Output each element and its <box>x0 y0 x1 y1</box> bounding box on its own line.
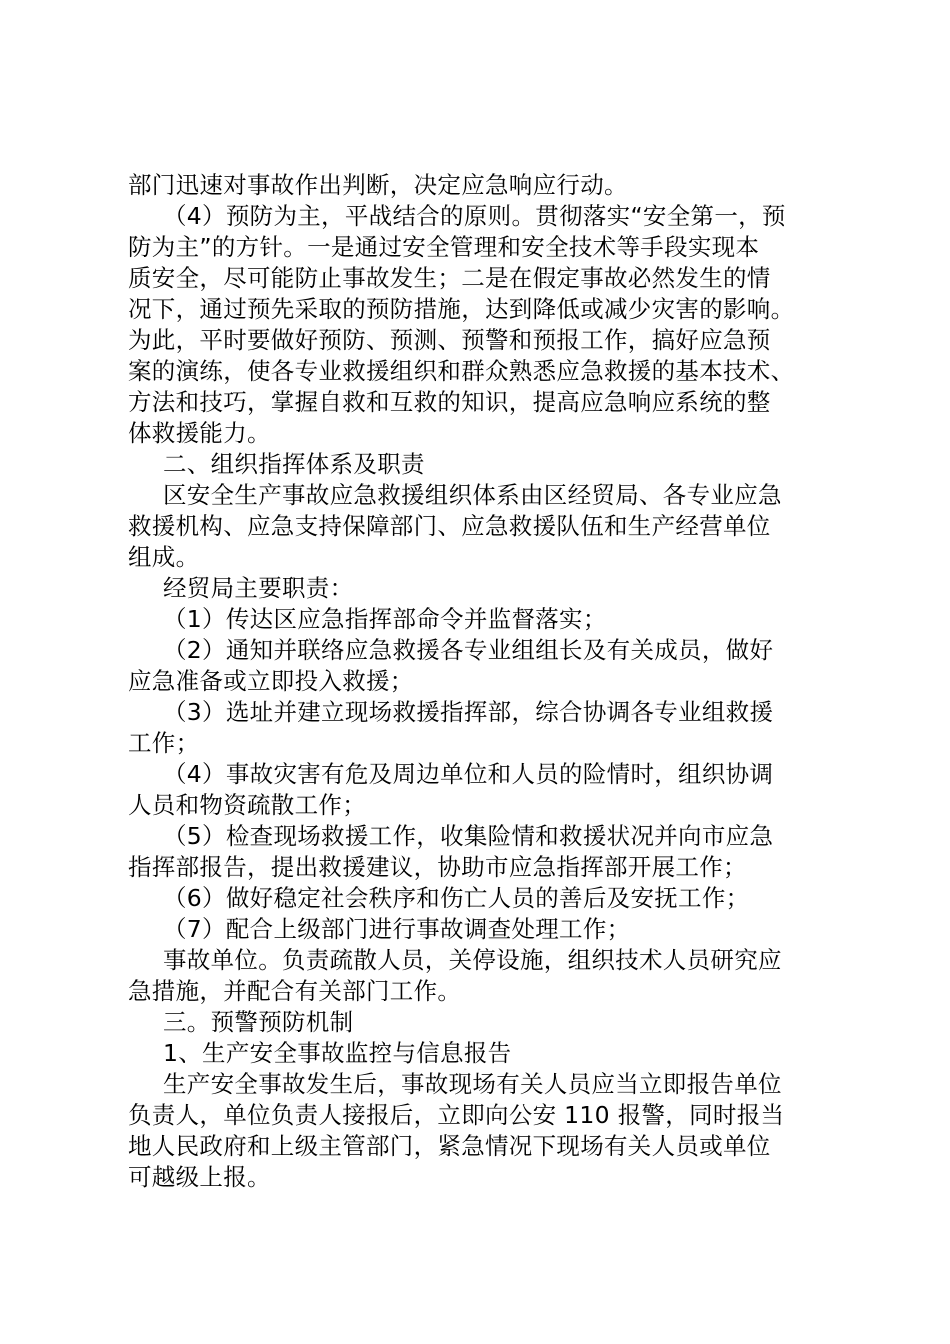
text-line: 经贸局主要职责： <box>163 574 354 602</box>
text-line: 指挥部报告，提出救援建议，协助市应急指挥部开展工作； <box>128 853 747 881</box>
text-line: （1）传达区应急指挥部命令并监督落实； <box>163 605 607 633</box>
text-line: 二、组织指挥体系及职责 <box>163 450 425 478</box>
text-line: 方法和技巧，掌握自救和互救的知识，提高应急响应系统的整 <box>128 388 771 416</box>
text-line: （3）选址并建立现场救援指挥部，综合协调各专业组救援 <box>163 698 774 726</box>
text-line: 防为主”的方针。一是通过安全管理和安全技术等手段实现本 <box>128 233 760 261</box>
text-line: 体救援能力。 <box>128 419 271 447</box>
text-line: 生产安全事故发生后，事故现场有关人员应当立即报告单位 <box>163 1070 782 1098</box>
text-line: （4）预防为主，平战结合的原则。贯彻落实“安全第一，预 <box>163 202 786 230</box>
document-body <box>128 170 840 1193</box>
text-line: （4）事故灾害有危及周边单位和人员的险情时，组织协调 <box>163 760 774 788</box>
text-line: 人员和物资疏散工作； <box>128 791 366 819</box>
text-line: （5）检查现场救援工作，收集险情和救援状况并向市应急 <box>163 822 774 850</box>
text-line: 三。预警预防机制 <box>163 1008 354 1036</box>
text-line: 负责人，单位负责人接报后，立即向公安 110 报警，同时报当 <box>128 1101 785 1129</box>
text-line: 急措施，并配合有关部门工作。 <box>128 977 462 1005</box>
text-line: 地人民政府和上级主管部门，紧急情况下现场有关人员或单位 <box>128 1132 771 1160</box>
text-line: 质安全，尽可能防止事故发生；二是在假定事故必然发生的情 <box>128 264 771 292</box>
text-line: 况下，通过预先采取的预防措施，达到降低或减少灾害的影响。 <box>128 295 795 323</box>
text-line: 应急准备或立即投入救援； <box>128 667 414 695</box>
text-line: 部门迅速对事故作出判断，决定应急响应行动。 <box>128 171 628 199</box>
text-line: 事故单位。负责疏散人员，关停设施，组织技术人员研究应 <box>163 946 782 974</box>
text-line: 案的演练，使各专业救援组织和群众熟悉应急救援的基本技术、 <box>128 357 795 385</box>
text-line: 1、生产安全事故监控与信息报告 <box>163 1039 512 1067</box>
text-line: （7）配合上级部门进行事故调查处理工作； <box>163 915 631 943</box>
text-line: （6）做好稳定社会秩序和伤亡人员的善后及安抚工作； <box>163 884 750 912</box>
text-line: 可越级上报。 <box>128 1163 271 1191</box>
text-line: 救援机构、应急支持保障部门、应急救援队伍和生产经营单位 <box>128 512 771 540</box>
text-line: 区安全生产事故应急救援组织体系由区经贸局、各专业应急 <box>163 481 782 509</box>
text-line: 组成。 <box>128 543 200 571</box>
text-line: 为此，平时要做好预防、预测、预警和预报工作，搞好应急预 <box>128 326 771 354</box>
text-line: （2）通知并联络应急救援各专业组组长及有关成员，做好 <box>163 636 774 664</box>
text-line: 工作； <box>128 729 200 757</box>
